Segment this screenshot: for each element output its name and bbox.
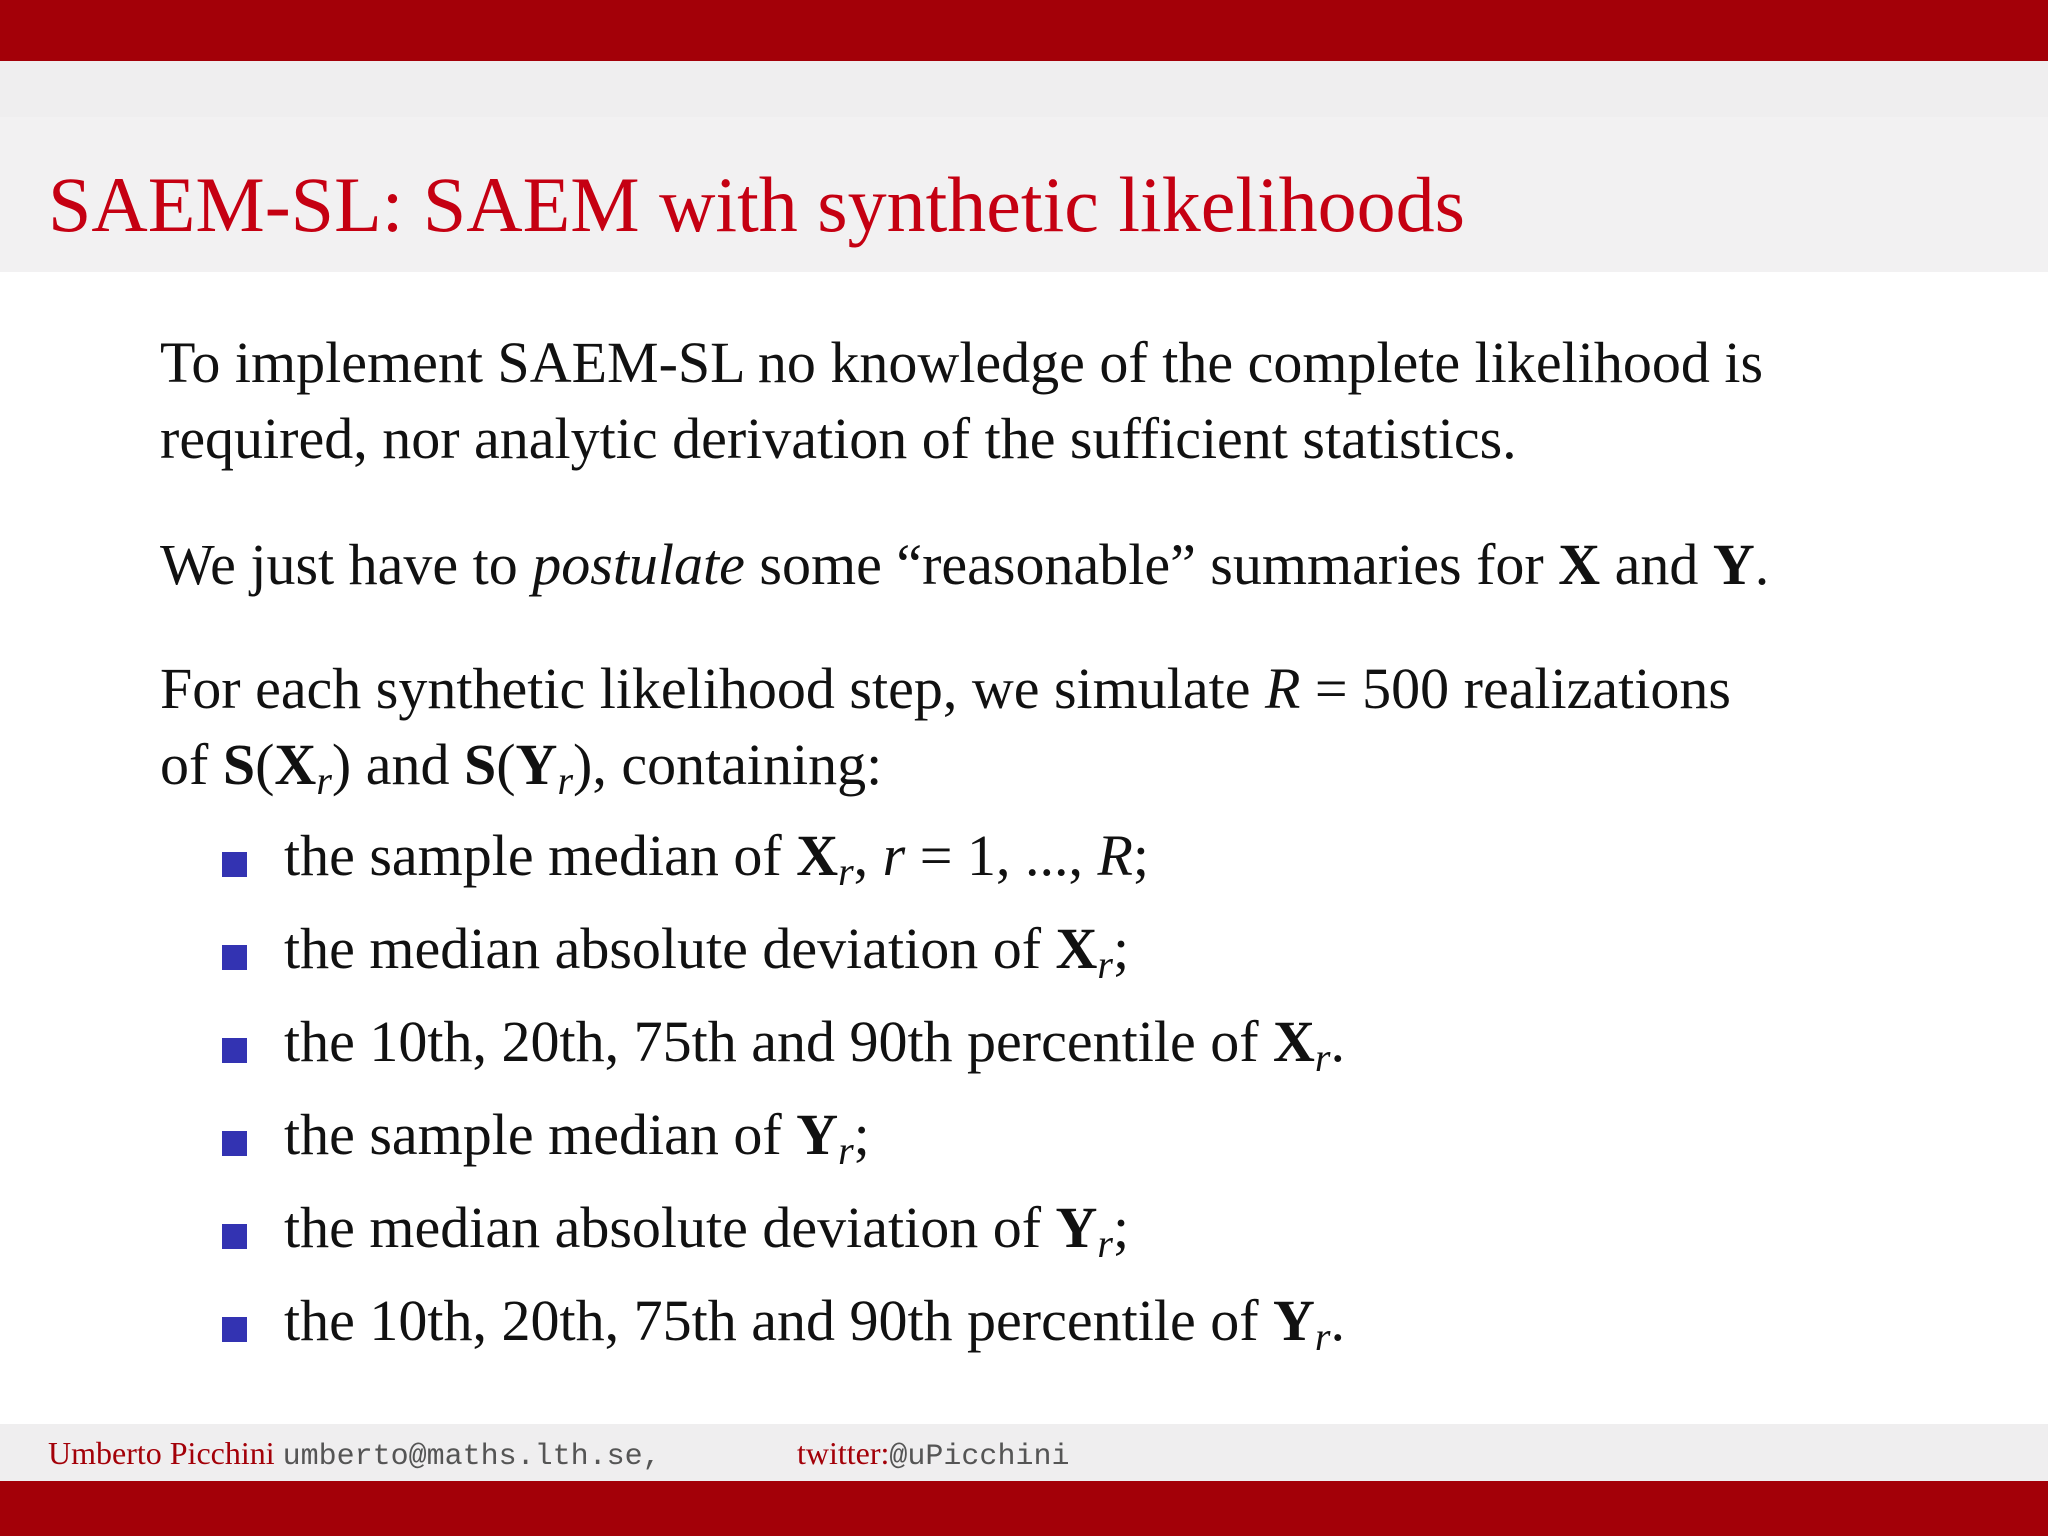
emphasis-postulate: postulate (532, 532, 745, 597)
author-name: Umberto Picchini (48, 1435, 275, 1471)
paragraph-line: required, nor analytic derivation of the sufficient statistics. (160, 406, 1517, 471)
square-bullet-icon (222, 852, 247, 877)
author-email: umberto@maths.lth.se, (282, 1440, 661, 1474)
paragraph-line: of $S(X_r)$ and $S(Y_r)$, containing: (160, 732, 883, 803)
paragraph-implementation (160, 325, 1763, 477)
paragraph-simulation (160, 651, 1731, 803)
square-bullet-icon (222, 1317, 247, 1342)
top-banner (0, 0, 2048, 61)
paragraph-line: To implement SAEM-SL no knowledge of the complete likelihood is (160, 330, 1764, 395)
footer-author (48, 1435, 661, 1474)
list-item: the median absolute deviation of $X_r$; (222, 911, 1922, 1004)
list-item: the median absolute deviation of $Y_r$; (222, 1190, 1922, 1283)
square-bullet-icon (222, 945, 247, 970)
square-bullet-icon (222, 1038, 247, 1063)
twitter-label: twitter: (797, 1435, 890, 1471)
square-bullet-icon (222, 1224, 247, 1249)
list-item: the sample median of $Y_r$; (222, 1097, 1922, 1190)
list-item: the 10th, 20th, 75th and 90th percentile of $Y_r$. (222, 1283, 1922, 1376)
square-bullet-icon (222, 1131, 247, 1156)
twitter-handle: @uPicchini (889, 1440, 1070, 1474)
list-item: the 10th, 20th, 75th and 90th percentile of $X_r$. (222, 1004, 1922, 1097)
list-item: the sample median of $X_r$, r = 1, ..., R; (222, 818, 1922, 911)
slide-title: SAEM-SL: SAEM with synthetic likelihoods (48, 161, 1466, 248)
summary-list (222, 818, 1922, 1376)
paragraph-line: For each synthetic likelihood step, we simulate R = 500 realizations (160, 656, 1731, 721)
header-band (0, 61, 2048, 117)
bottom-banner (0, 1481, 2048, 1536)
paragraph-postulate: We just have to postulate some “reasonable” summaries for X and Y. (160, 532, 1770, 597)
footer-twitter (797, 1435, 1069, 1474)
